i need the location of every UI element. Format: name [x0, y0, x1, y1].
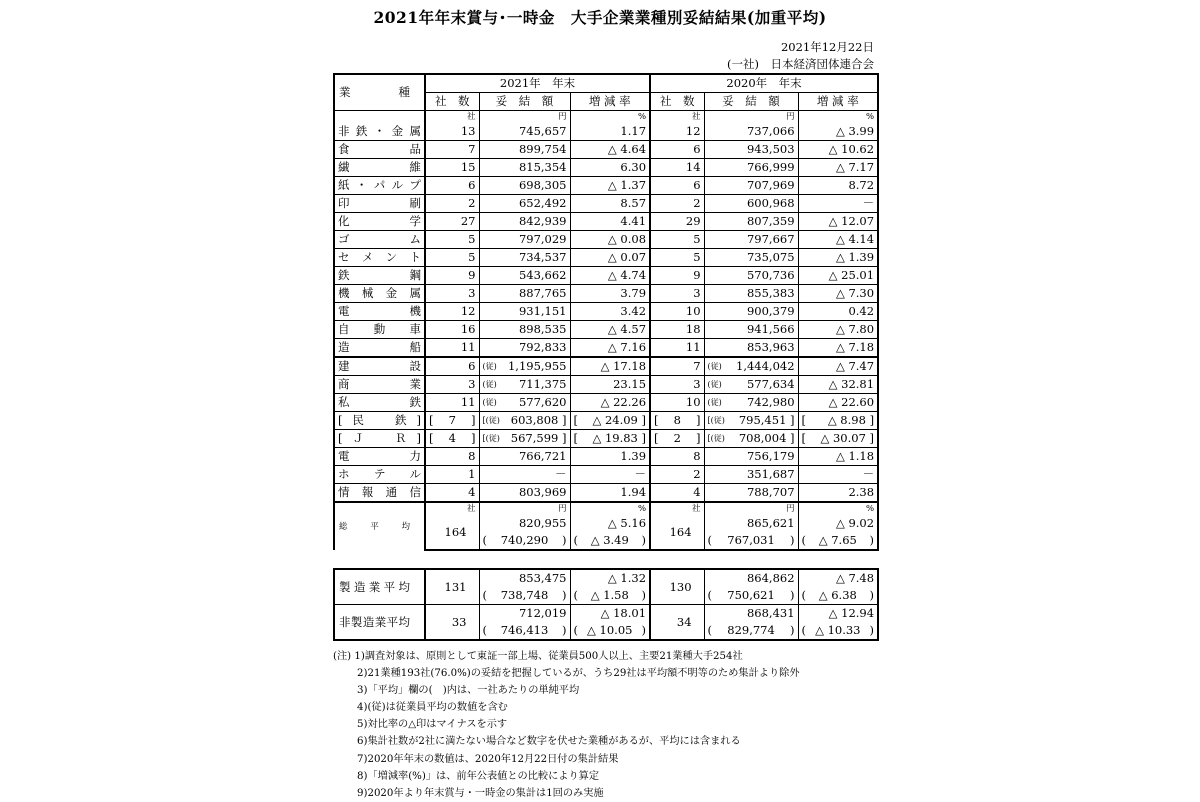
amount-2021: 543,662 — [479, 267, 570, 285]
simple-change: △ 10.05 — [587, 623, 633, 637]
change-2021: △ 22.26 — [570, 394, 650, 412]
change-value: △ 24.09 ] — [592, 413, 647, 427]
amount-2021: 652,492 — [479, 195, 570, 213]
amount-2020: 707,969 — [704, 177, 798, 195]
header-change-2021: 増 減 率 — [570, 93, 650, 111]
change-2021: 6.30 — [570, 159, 650, 177]
industry-name: 機械金属 — [334, 285, 425, 303]
industry-name: 電機 — [334, 303, 425, 321]
companies-2020: 4 — [650, 484, 704, 503]
companies-2020: 2 — [650, 195, 704, 213]
footnote-line: (注) 1)調査対象は、原則として東証一部上場、従業員500人以上、主要21業種大手254社 — [333, 651, 743, 662]
avg-name: 非製造業平均 — [334, 605, 425, 641]
change-2020: △ 7.18 — [798, 339, 878, 358]
change-2021: △ 7.16 — [570, 339, 650, 358]
amount-value: 795,451 ] — [738, 413, 795, 427]
table-row — [334, 321, 878, 339]
table-row — [334, 357, 878, 376]
amount-2020: 737,066 — [704, 123, 798, 141]
companies-2021: 2 — [425, 195, 479, 213]
change-2021: 8.57 — [570, 195, 650, 213]
companies-2021: [ 7 ] — [425, 412, 479, 430]
change-2021: 3.79 — [570, 285, 650, 303]
simple-change: △ 10.33 — [815, 623, 861, 637]
employee-average-mark: [(従) — [482, 416, 500, 425]
avg-simple-change-2021: ( △ 3.49 ) — [570, 532, 650, 550]
avg-simple-change-2020: ( △ 6.38 ) — [798, 587, 878, 605]
amount-2021: 698,305 — [479, 177, 570, 195]
companies-2021: 5 — [425, 249, 479, 267]
table-gap — [334, 550, 878, 569]
industry-name: ゴム — [334, 231, 425, 249]
avg-simple-change-2021: ( △ 10.05 ) — [570, 622, 650, 640]
unit-pct-2020: % — [798, 111, 878, 124]
companies-2020: 6 — [650, 177, 704, 195]
change-2021: 1.94 — [570, 484, 650, 503]
companies-2020: 8 — [650, 448, 704, 466]
amount-value: 577,634 — [746, 377, 795, 391]
amount-2021: 887,765 — [479, 285, 570, 303]
employee-average-mark: [(従) — [707, 416, 725, 425]
unit-row — [334, 111, 878, 124]
simple-average: 746,413 — [500, 623, 549, 637]
change-2020: 2.38 — [798, 484, 878, 503]
industry-name: 化学 — [334, 213, 425, 231]
companies-2020: 3 — [650, 376, 704, 394]
amount-2020: 756,179 — [704, 448, 798, 466]
table-row — [334, 159, 878, 177]
unit-pct-2020: % — [798, 502, 878, 515]
change-2020: △ 7.17 — [798, 159, 878, 177]
avg-amount-2021: 853,475 — [479, 569, 570, 587]
change-value: △ 19.83 ] — [592, 431, 647, 445]
avg-simple-change-2021: ( △ 1.58 ) — [570, 587, 650, 605]
table-row — [334, 123, 878, 141]
amount-2020: 807,359 — [704, 213, 798, 231]
change-2021: [ △ 19.83 ] — [570, 430, 650, 448]
employee-average-mark: (従) — [707, 362, 722, 371]
footnote-line: 4)(従)は従業員平均の数値を含む — [357, 702, 508, 714]
amount-value: 742,980 — [746, 395, 795, 409]
unit-companies-2021: 社 — [425, 502, 479, 515]
amount-2020: 570,736 — [704, 267, 798, 285]
change-2020: △ 10.62 — [798, 141, 878, 159]
avg-change-2020: △ 9.02 — [798, 515, 878, 532]
unit-yen-2021: 円 — [479, 111, 570, 124]
amount-2020: 788,707 — [704, 484, 798, 503]
table-row — [334, 376, 878, 394]
avg-amount-2020: 864,862 — [704, 569, 798, 587]
simple-change: △ 3.49 — [590, 533, 629, 547]
industry-name: 電力 — [334, 448, 425, 466]
companies-2021: 16 — [425, 321, 479, 339]
table-row — [334, 249, 878, 267]
simple-average: 750,621 — [727, 588, 775, 602]
industry-name: 繊維 — [334, 159, 425, 177]
avg-simple-change-2020: ( △ 7.65 ) — [798, 532, 878, 550]
unit-companies-2020: 社 — [650, 111, 704, 124]
change-2020: [ △ 8.98 ] — [798, 412, 878, 430]
bonus-table — [333, 73, 879, 641]
amount-2020 — [704, 430, 798, 448]
bracket-row — [334, 430, 878, 448]
unit-blank — [334, 111, 425, 124]
amount-2021 — [479, 376, 570, 394]
avg-change-2020: △ 7.48 — [798, 569, 878, 587]
companies-2020: 29 — [650, 213, 704, 231]
change-2021: － — [570, 466, 650, 484]
amount-2021: 842,939 — [479, 213, 570, 231]
employee-average-mark: [(従) — [482, 434, 500, 443]
avg-simple-amount-2021: ( 740,290 ) — [479, 532, 570, 550]
change-2021: △ 0.08 — [570, 231, 650, 249]
amount-2021: 898,535 — [479, 321, 570, 339]
companies-2021: 11 — [425, 394, 479, 412]
amount-2020 — [704, 394, 798, 412]
companies-2021: 27 — [425, 213, 479, 231]
amount-2021: 899,754 — [479, 141, 570, 159]
change-2021: 1.39 — [570, 448, 650, 466]
change-2021: 4.41 — [570, 213, 650, 231]
amount-2020 — [704, 412, 798, 430]
employee-average-mark: (従) — [482, 362, 497, 371]
avg-simple-amount-2020: ( 829,774 ) — [704, 622, 798, 640]
bracket-industry-name: ＪＲ — [352, 431, 407, 445]
change-2020: △ 12.07 — [798, 213, 878, 231]
change-2021: [ △ 24.09 ] — [570, 412, 650, 430]
companies-2021: 1 — [425, 466, 479, 484]
footnotes — [333, 648, 893, 802]
change-2020: △ 25.01 — [798, 267, 878, 285]
companies-2020: 9 — [650, 267, 704, 285]
companies-2021: 13 — [425, 123, 479, 141]
change-2020: △ 7.30 — [798, 285, 878, 303]
amount-2021: 797,029 — [479, 231, 570, 249]
manufacturing-average-row — [334, 569, 878, 587]
avg-companies-2020: 164 — [650, 515, 704, 550]
companies-2020: [ 8 ] — [650, 412, 704, 430]
bracket-industry-name: 民鉄 — [352, 413, 407, 427]
amount-2020: 855,383 — [704, 285, 798, 303]
non-manufacturing-average-row — [334, 605, 878, 623]
amount-2021: 745,657 — [479, 123, 570, 141]
industry-name: 自動車 — [334, 321, 425, 339]
employee-average-mark: (従) — [482, 398, 497, 407]
avg-change-2021: △ 1.32 — [570, 569, 650, 587]
industry-name: 造船 — [334, 339, 425, 358]
companies-2020: 2 — [650, 466, 704, 484]
amount-2020: 351,687 — [704, 466, 798, 484]
gap-cell — [334, 550, 878, 569]
simple-average: 738,748 — [500, 588, 549, 602]
footnote-line: 7)2020年年末の数値は、2020年12月22日付の集計結果 — [357, 753, 619, 765]
table-row — [334, 339, 878, 358]
industry-name: セメント — [334, 249, 425, 267]
amount-value: 708,004 ] — [738, 431, 795, 445]
companies-2021: 3 — [425, 376, 479, 394]
table-row — [334, 303, 878, 321]
companies-2020: 14 — [650, 159, 704, 177]
amount-value: 711,375 — [518, 377, 567, 391]
unit-pct-2021: % — [570, 111, 650, 124]
amount-2021 — [479, 430, 570, 448]
avg-companies-2021: 33 — [425, 605, 479, 641]
amount-2021: 792,833 — [479, 339, 570, 358]
change-2020: － — [798, 466, 878, 484]
amount-value: 1,195,955 — [507, 359, 567, 373]
companies-2021: 7 — [425, 141, 479, 159]
simple-change: △ 1.58 — [590, 588, 629, 602]
footnote-line: 6)集計社数が2社に満たない場合など数字を伏せた業種があるが、平均には含まれる — [357, 736, 741, 748]
change-2020: 8.72 — [798, 177, 878, 195]
industry-name: ホテル — [334, 466, 425, 484]
amount-2021: 803,969 — [479, 484, 570, 503]
organization: (一社) 日本経済団体連合会 — [727, 57, 874, 71]
header-industry: 業 種 — [334, 74, 425, 111]
avg-companies-2021: 164 — [425, 515, 479, 550]
companies-2020: [ 2 ] — [650, 430, 704, 448]
industry-name: 商業 — [334, 376, 425, 394]
avg-amount-2021: 820,955 — [479, 515, 570, 532]
footnote-line: 2)21業種193社(76.0%)の妥結を把握しているが、うち29社は平均額不明等のため集計より除外 — [357, 668, 800, 680]
industry-name: 鉄鋼 — [334, 267, 425, 285]
change-2021: △ 4.64 — [570, 141, 650, 159]
industry-name: 印刷 — [334, 195, 425, 213]
change-2020: △ 4.14 — [798, 231, 878, 249]
header-companies-2021: 社 数 — [425, 93, 479, 111]
companies-2021: 5 — [425, 231, 479, 249]
amount-2020: 943,503 — [704, 141, 798, 159]
company-count: 8 — [673, 413, 681, 427]
change-2020: △ 7.80 — [798, 321, 878, 339]
companies-2020: 11 — [650, 339, 704, 358]
companies-2021: 6 — [425, 177, 479, 195]
table-row — [334, 285, 878, 303]
report-date: 2021年12月22日 — [780, 40, 874, 54]
companies-2021: 9 — [425, 267, 479, 285]
footnote-line: 5)対比率の△印はマイナスを示す — [357, 719, 508, 731]
amount-value: 567,599 ] — [510, 431, 567, 445]
companies-2020: 7 — [650, 357, 704, 376]
company-count: 7 — [448, 413, 456, 427]
change-2020: △ 7.47 — [798, 357, 878, 376]
footnote-line: 8)「増減率(%)」は、前年公表値との比較により算定 — [357, 770, 600, 782]
amount-2020: 797,667 — [704, 231, 798, 249]
unit-row — [334, 502, 878, 515]
amount-2021: － — [479, 466, 570, 484]
companies-2021: 3 — [425, 285, 479, 303]
avg-amount-2021: 712,019 — [479, 605, 570, 623]
companies-2020: 3 — [650, 285, 704, 303]
simple-average: 767,031 — [727, 533, 775, 547]
companies-2020: 18 — [650, 321, 704, 339]
industry-name: [ 民鉄 ] — [334, 412, 425, 430]
change-value: △ 8.98 ] — [827, 413, 875, 427]
amount-2021 — [479, 412, 570, 430]
avg-simple-amount-2021: ( 746,413 ) — [479, 622, 570, 640]
companies-2021: 4 — [425, 484, 479, 503]
header-2020: 2020年 年末 — [650, 74, 878, 93]
header-2021: 2021年 年末 — [425, 74, 650, 93]
table-row — [334, 484, 878, 503]
amount-2021: 815,354 — [479, 159, 570, 177]
page-title: 2021年年末賞与･一時金 大手企業業種別妥結結果(加重平均) — [373, 8, 827, 27]
avg-simple-change-2020: ( △ 10.33 ) — [798, 622, 878, 640]
bracket-row — [334, 412, 878, 430]
change-2020: △ 32.81 — [798, 376, 878, 394]
companies-2020: 5 — [650, 231, 704, 249]
companies-2021: 8 — [425, 448, 479, 466]
header-change-2020: 増 減 率 — [798, 93, 878, 111]
unit-yen-2020: 円 — [704, 111, 798, 124]
companies-2020: 6 — [650, 141, 704, 159]
footnote-line: 3)「平均」欄の( )内は、一社あたりの単純平均 — [357, 685, 580, 697]
avg-simple-amount-2020: ( 767,031 ) — [704, 532, 798, 550]
amount-2021: 931,151 — [479, 303, 570, 321]
change-2021: △ 1.37 — [570, 177, 650, 195]
amount-value: 603,808 ] — [510, 413, 567, 427]
avg-name: 製造業平均 — [334, 569, 425, 605]
table-row — [334, 213, 878, 231]
change-2021: 1.17 — [570, 123, 650, 141]
amount-2020: 853,963 — [704, 339, 798, 358]
amount-value: 577,620 — [518, 395, 567, 409]
change-2021: △ 17.18 — [570, 357, 650, 376]
companies-2020: 12 — [650, 123, 704, 141]
companies-2020: 10 — [650, 303, 704, 321]
header-amount-2020: 妥 結 額 — [704, 93, 798, 111]
amount-2020: 766,999 — [704, 159, 798, 177]
industry-name: 非鉄・金属 — [334, 123, 425, 141]
amount-2020: 600,968 — [704, 195, 798, 213]
change-2021: △ 0.07 — [570, 249, 650, 267]
table-row — [334, 231, 878, 249]
unit-yen-2020: 円 — [704, 502, 798, 515]
companies-2021: 15 — [425, 159, 479, 177]
industry-name: 情報通信 — [334, 484, 425, 503]
amount-2020 — [704, 357, 798, 376]
change-2020: － — [798, 195, 878, 213]
change-2021: △ 4.57 — [570, 321, 650, 339]
change-2020: △ 1.18 — [798, 448, 878, 466]
industry-name: 私鉄 — [334, 394, 425, 412]
amount-2021: 766,721 — [479, 448, 570, 466]
unit-companies-2021: 社 — [425, 111, 479, 124]
unit-yen-2021: 円 — [479, 502, 570, 515]
avg-companies-2020: 34 — [650, 605, 704, 641]
avg-change-2021: △ 18.01 — [570, 605, 650, 623]
amount-2021: 734,537 — [479, 249, 570, 267]
table-row — [334, 394, 878, 412]
simple-average: 829,774 — [727, 623, 775, 637]
change-2021: △ 4.74 — [570, 267, 650, 285]
avg-simple-amount-2020: ( 750,621 ) — [704, 587, 798, 605]
avg-change-2020: △ 12.94 — [798, 605, 878, 623]
change-2020: △ 3.99 — [798, 123, 878, 141]
table-row — [334, 448, 878, 466]
industry-name: [ ＪＲ ] — [334, 430, 425, 448]
companies-2021: [ 4 ] — [425, 430, 479, 448]
table-row — [334, 141, 878, 159]
companies-2021: 11 — [425, 339, 479, 358]
amount-2021 — [479, 357, 570, 376]
table-row — [334, 195, 878, 213]
employee-average-mark: [(従) — [707, 434, 725, 443]
avg-amount-2020: 865,621 — [704, 515, 798, 532]
simple-change: △ 7.65 — [818, 533, 857, 547]
avg-simple-amount-2021: ( 738,748 ) — [479, 587, 570, 605]
industry-name: 建設 — [334, 357, 425, 376]
companies-2020: 10 — [650, 394, 704, 412]
amount-2020: 941,566 — [704, 321, 798, 339]
company-count: 4 — [448, 431, 456, 445]
change-2021: 3.42 — [570, 303, 650, 321]
amount-value: 1,444,042 — [736, 359, 795, 373]
change-2020: △ 22.60 — [798, 394, 878, 412]
simple-change: △ 6.38 — [818, 588, 857, 602]
table-row — [334, 466, 878, 484]
change-2021: 23.15 — [570, 376, 650, 394]
simple-average: 740,290 — [500, 533, 549, 547]
avg-companies-2020: 130 — [650, 569, 704, 605]
avg-change-2021: △ 5.16 — [570, 515, 650, 532]
company-count: 2 — [673, 431, 681, 445]
industry-name: 紙・パルプ — [334, 177, 425, 195]
avg-companies-2021: 131 — [425, 569, 479, 605]
avg-name-cell: 総 平 均 — [334, 502, 425, 550]
table-row — [334, 177, 878, 195]
companies-2021: 6 — [425, 357, 479, 376]
employee-average-mark: (従) — [707, 380, 722, 389]
amount-2020: 735,075 — [704, 249, 798, 267]
change-2020: [ △ 30.07 ] — [798, 430, 878, 448]
unit-pct-2021: % — [570, 502, 650, 515]
change-2020: △ 1.39 — [798, 249, 878, 267]
header-companies-2020: 社 数 — [650, 93, 704, 111]
amount-2021 — [479, 394, 570, 412]
employee-average-mark: (従) — [482, 380, 497, 389]
avg-amount-2020: 868,431 — [704, 605, 798, 623]
companies-2020: 5 — [650, 249, 704, 267]
employee-average-mark: (従) — [707, 398, 722, 407]
companies-2021: 12 — [425, 303, 479, 321]
amount-2020: 900,379 — [704, 303, 798, 321]
amount-2020 — [704, 376, 798, 394]
header-amount-2021: 妥 結 額 — [479, 93, 570, 111]
table-row — [334, 267, 878, 285]
footnote-line: 9)2020年より年末賞与・一時金の集計は1回のみ実施 — [357, 787, 604, 799]
unit-companies-2020: 社 — [650, 502, 704, 515]
change-2020: 0.42 — [798, 303, 878, 321]
industry-name: 食品 — [334, 141, 425, 159]
change-value: △ 30.07 ] — [820, 431, 875, 445]
